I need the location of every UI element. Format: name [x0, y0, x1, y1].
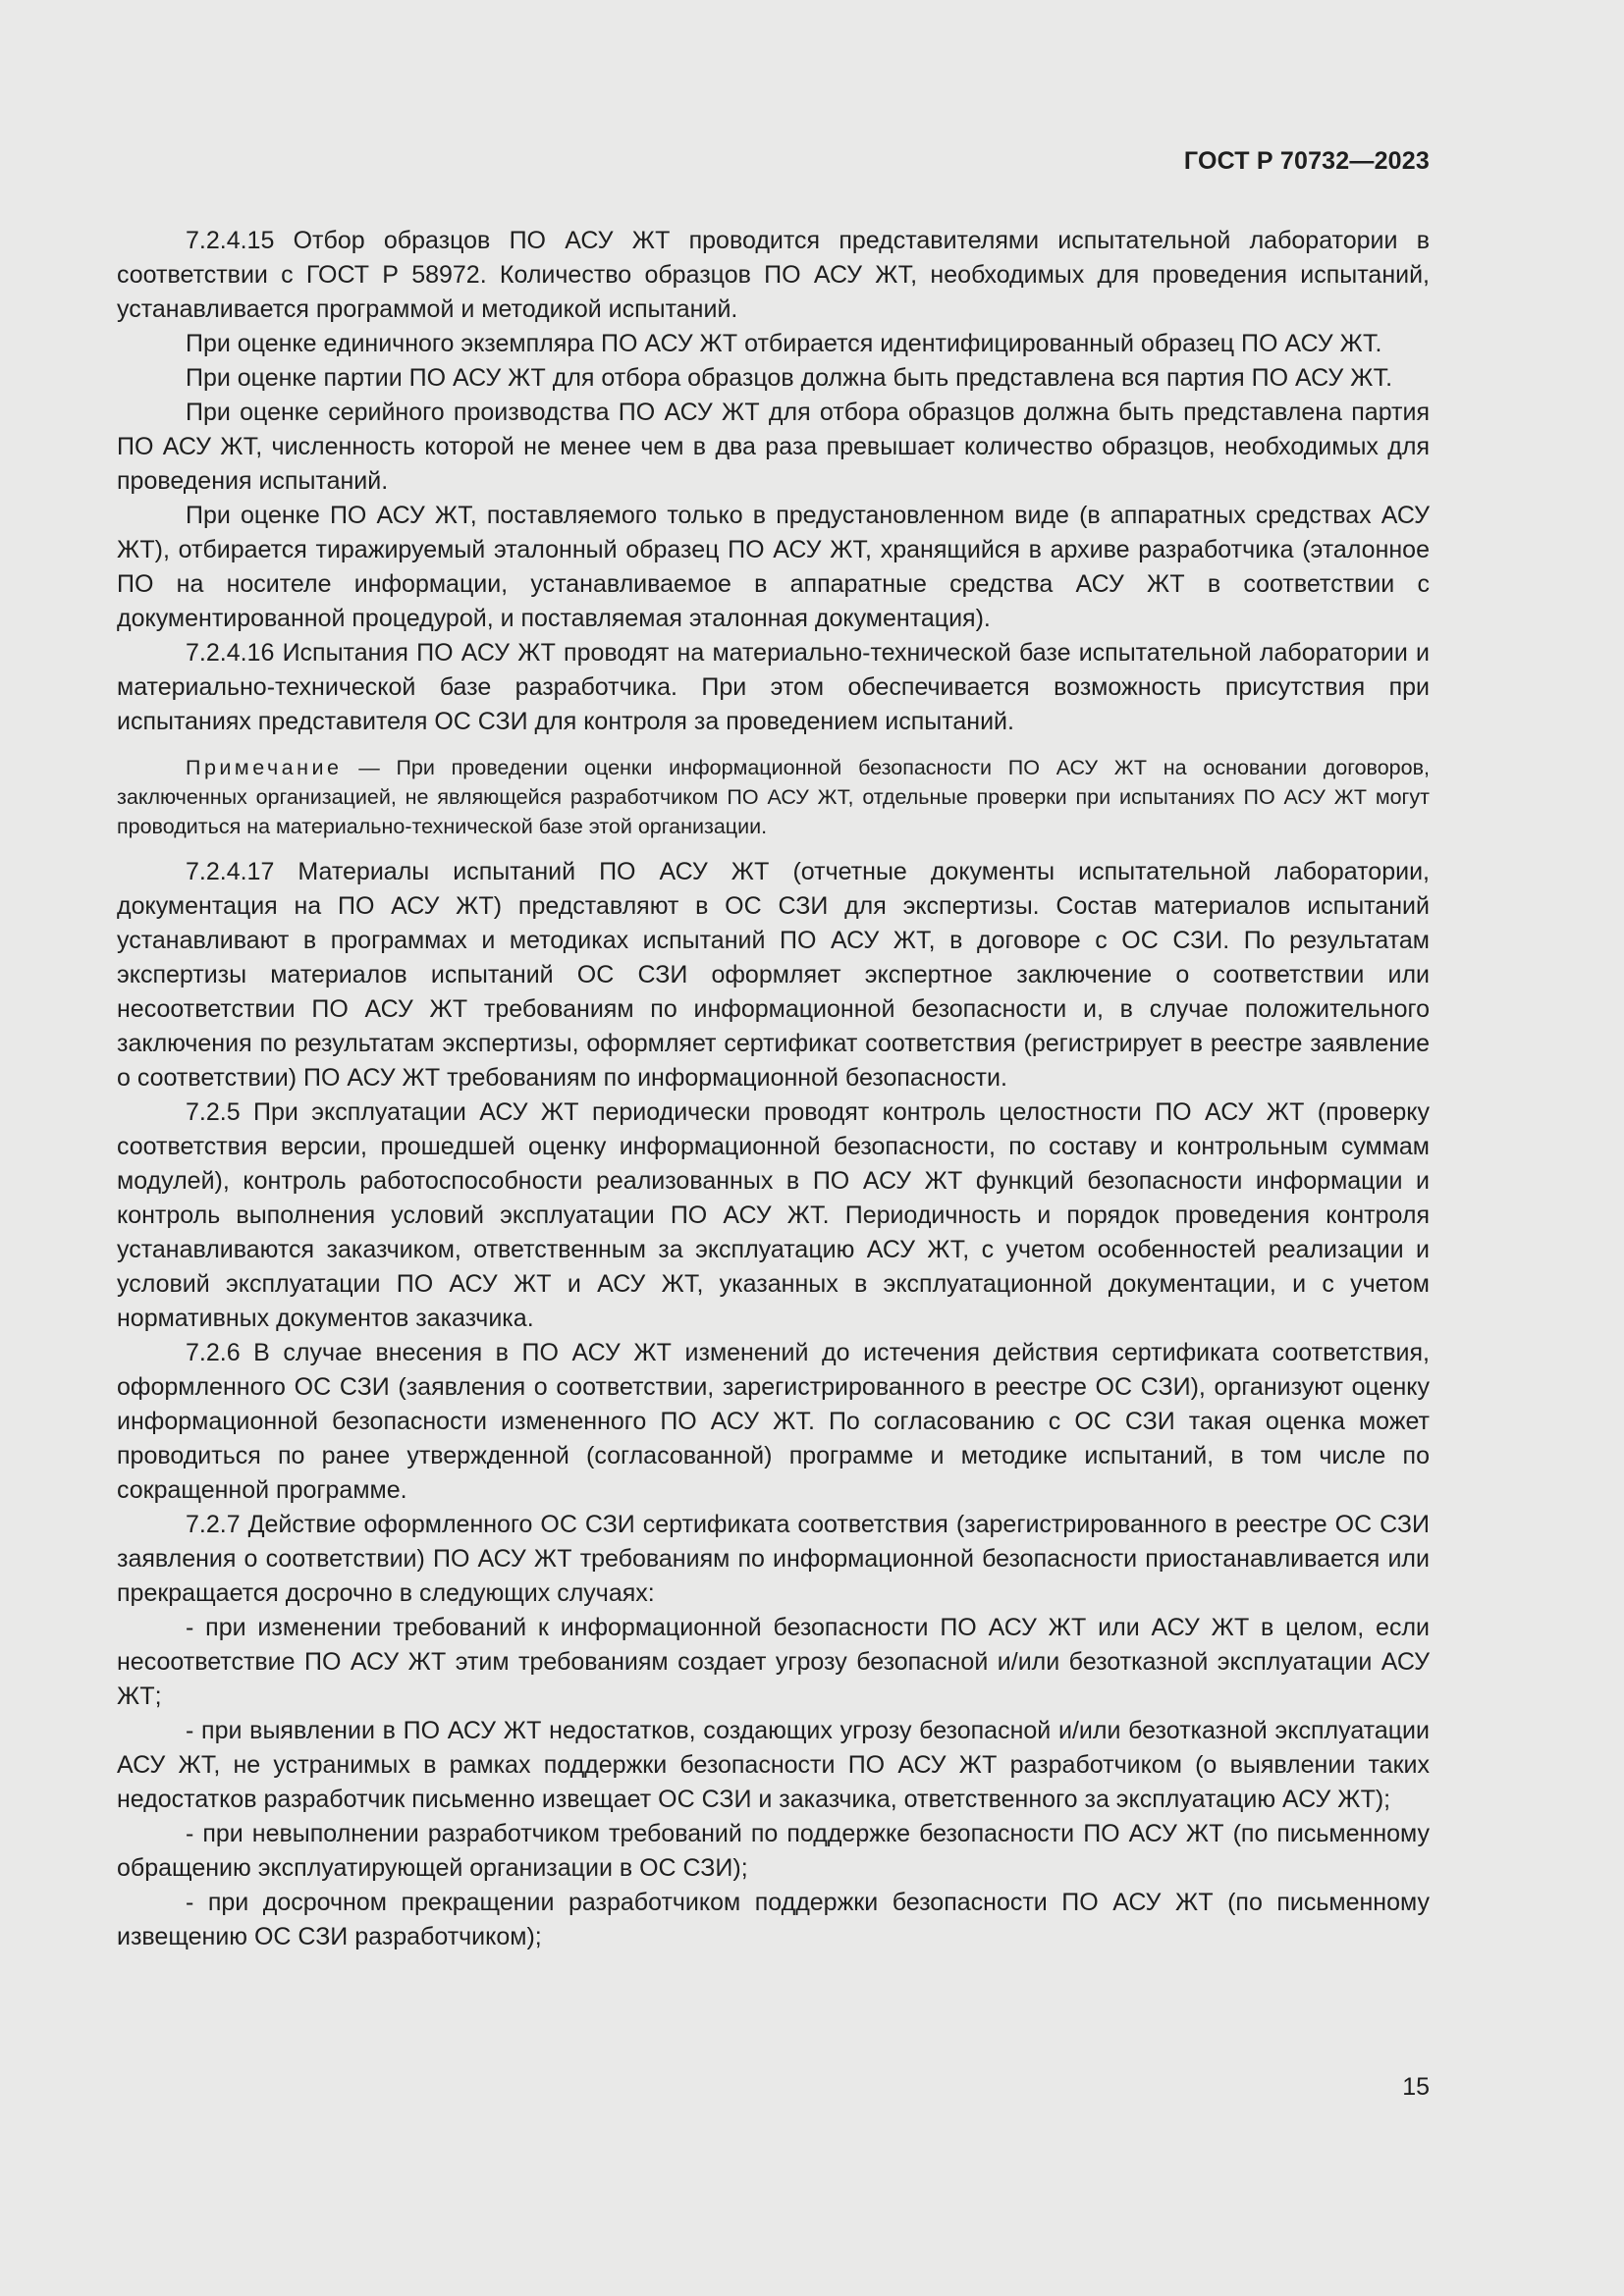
paragraph-7-2-6: 7.2.6 В случае внесения в ПО АСУ ЖТ изменений до истечения действия сертификата соответствия, оформленного ОС СЗИ (заявления о соответствии, зарегистрированного в реестре ОС СЗИ), организуют оценку информационной безопасности измененного ПО АСУ ЖТ. По согласованию с ОС СЗИ такая оценка может проводиться по ранее утвержденной (согласованной) программе и методике испытаний, в том числе по сокращенной программе.	[117, 1339, 1430, 1504]
page-body	[117, 224, 1430, 1954]
paragraph-7-2-5: 7.2.5 При эксплуатации АСУ ЖТ периодически проводят контроль целостности ПО АСУ ЖТ (проверку соответствия версии, прошедшей оценку информационной безопасности, по составу и контрольным суммам модулей), контроль работоспособности реализованных в ПО АСУ ЖТ функций безопасности информации и контроль выполнения условий эксплуатации ПО АСУ ЖТ. Периодичность и порядок проведения контроля устанавливаются заказчиком, ответственным за эксплуатацию АСУ ЖТ, с учетом особенностей реализации и условий эксплуатации ПО АСУ ЖТ и АСУ ЖТ, указанных в эксплуатационной документации, и с учетом нормативных документов заказчика.	[117, 1098, 1430, 1332]
paragraph-7-2-4-15: 7.2.4.15 Отбор образцов ПО АСУ ЖТ проводится представителями испытательной лаборатории в соответствии с ГОСТ Р 58972. Количество образцов ПО АСУ ЖТ, необходимых для проведения испытаний, устанавливается программой и методикой испытаний.	[117, 227, 1430, 323]
list-item: - при изменении требований к информационной безопасности ПО АСУ ЖТ или АСУ ЖТ в целом, если несоответствие ПО АСУ ЖТ этим требованиям создает угрозу безопасной и/или безотказной эксплуатации АСУ ЖТ;	[117, 1614, 1430, 1710]
page-number: 15	[1402, 2073, 1430, 2101]
spacer	[117, 739, 1430, 753]
list-item: - при невыполнении разработчиком требований по поддержке безопасности ПО АСУ ЖТ (по письменному обращению эксплуатирующей организации в ОС СЗИ);	[117, 1820, 1430, 1882]
paragraph-7-2-4-17: 7.2.4.17 Материалы испытаний ПО АСУ ЖТ (отчетные документы испытательной лаборатории, документация на ПО АСУ ЖТ) представляют в ОС СЗИ для экспертизы. Состав материалов испытаний устанавливают в программах и методиках испытаний ПО АСУ ЖТ, в договоре с ОС СЗИ. По результатам экспертизы материалов испытаний ОС СЗИ оформляет экспертное заключение о соответствии или несоответствии ПО АСУ ЖТ требованиям по информационной безопасности и, в случае положительного заключения по результатам экспертизы, оформляет сертификат соответствия (регистрирует в реестре заявление о соответствии) ПО АСУ ЖТ требованиям по информационной безопасности.	[117, 858, 1430, 1092]
note-block	[117, 753, 1430, 841]
paragraph-batch: При оценке партии ПО АСУ ЖТ для отбора образцов должна быть представлена вся партия ПО АСУ ЖТ.	[186, 364, 1393, 392]
note-label: Примечание	[186, 756, 343, 779]
paragraph-single-instance: При оценке единичного экземпляра ПО АСУ ЖТ отбирается идентифицированный образец ПО АСУ ЖТ.	[186, 330, 1382, 357]
paragraph-serial-production: При оценке серийного производства ПО АСУ ЖТ для отбора образцов должна быть представлена партия ПО АСУ ЖТ, численность которой не менее чем в два раза превышает количество образцов, необходимых для проведения испытаний.	[117, 399, 1430, 495]
spacer	[117, 841, 1430, 855]
list-item: - при выявлении в ПО АСУ ЖТ недостатков, создающих угрозу безопасной и/или безотказной эксплуатации АСУ ЖТ, не устранимых в рамках поддержки безопасности ПО АСУ ЖТ разработчиком (о выявлении таких недостатков разработчик письменно извещает ОС СЗИ и заказчика, ответственного за эксплуатацию АСУ ЖТ);	[117, 1717, 1430, 1813]
paragraph-7-2-4-16: 7.2.4.16 Испытания ПО АСУ ЖТ проводят на материально-технической базе испытательной лаборатории и материально-технической базе разработчика. При этом обеспечивается возможность присутствия при испытаниях представителя ОС СЗИ для контроля за проведением испытаний.	[117, 639, 1430, 735]
document-header: ГОСТ Р 70732—2023	[1183, 147, 1430, 175]
paragraph-preinstalled: При оценке ПО АСУ ЖТ, поставляемого только в предустановленном виде (в аппаратных средствах АСУ ЖТ), отбирается тиражируемый эталонный образец ПО АСУ ЖТ, хранящийся в архиве разработчика (эталонное ПО на носителе информации, устанавливаемое в аппаратные средства АСУ ЖТ в соответствии с документированной процедурой, и поставляемая эталонная документация).	[117, 502, 1430, 632]
paragraph-7-2-7: 7.2.7 Действие оформленного ОС СЗИ сертификата соответствия (зарегистрированного в реестре ОС СЗИ заявления о соответствии) ПО АСУ ЖТ требованиям по информационной безопасности приостанавливается или прекращается досрочно в следующих случаях:	[117, 1511, 1430, 1607]
note-text: — При проведении оценки информационной безопасности ПО АСУ ЖТ на основании договоров, заключенных организацией, не являющейся разработчиком ПО АСУ ЖТ, отдельные проверки при испытаниях ПО АСУ ЖТ могут проводиться на материально-технической базе этой организации.	[117, 756, 1430, 838]
list-item: - при досрочном прекращении разработчиком поддержки безопасности ПО АСУ ЖТ (по письменному извещению ОС СЗИ разработчиком);	[117, 1889, 1430, 1950]
